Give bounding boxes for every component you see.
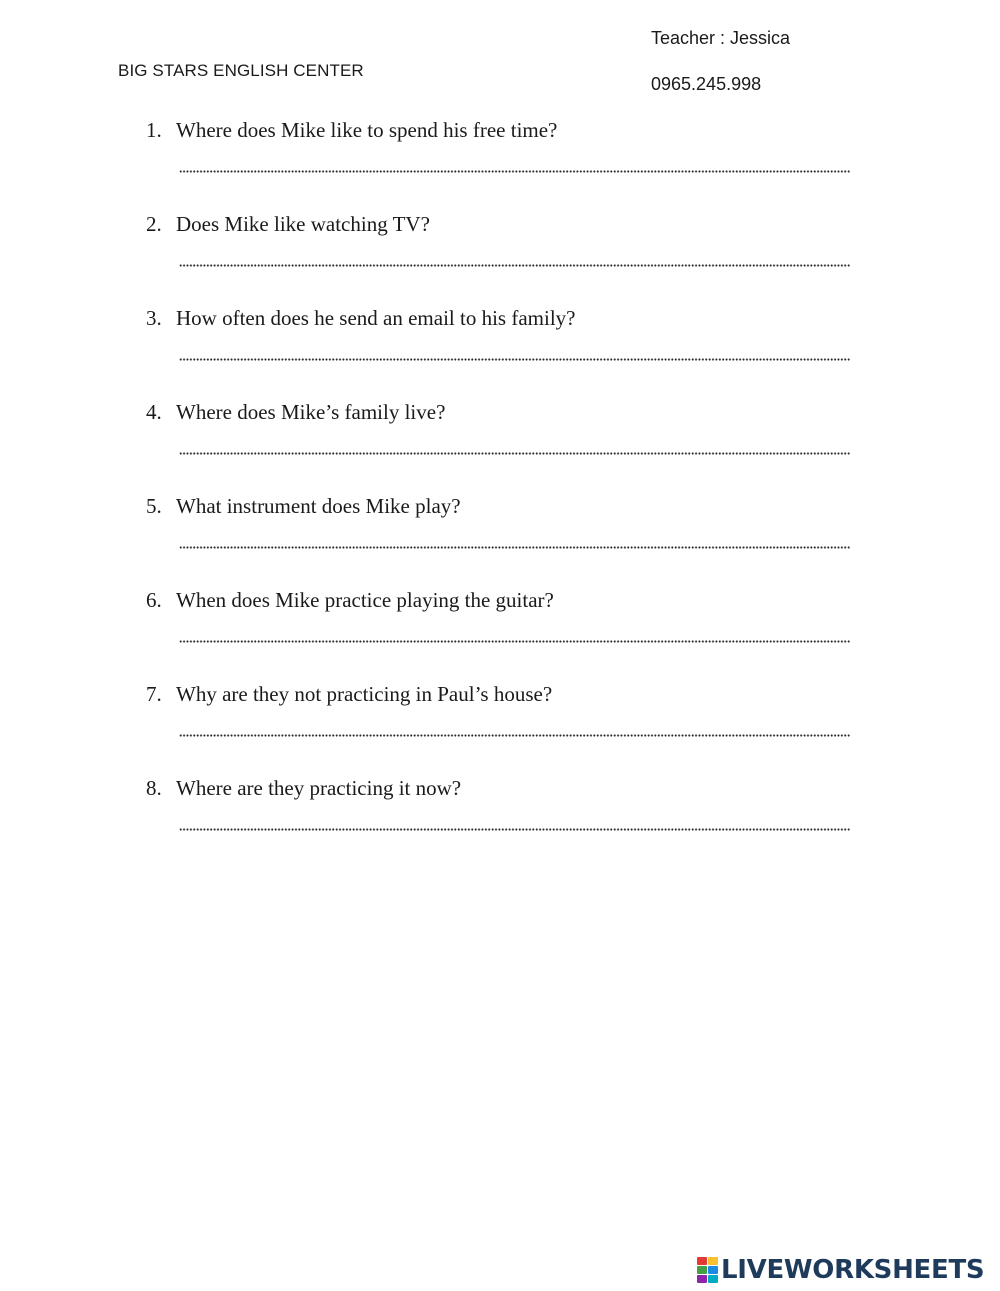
question-number: 1.	[146, 118, 162, 142]
question-text: Where does Mike like to spend his free time?	[176, 118, 558, 142]
question-text: When does Mike practice playing the guitar?	[176, 588, 554, 612]
answer-line[interactable]	[179, 734, 850, 737]
question-text: Why are they not practicing in Paul’s house?	[176, 682, 553, 706]
question-item	[146, 776, 866, 866]
question-number: 5.	[146, 494, 162, 518]
answer-line[interactable]	[179, 170, 850, 173]
answer-line[interactable]	[179, 452, 850, 455]
answer-line[interactable]	[179, 264, 850, 267]
question-number: 2.	[146, 212, 162, 236]
liveworksheets-logo-icon	[697, 1257, 718, 1283]
question-text: How often does he send an email to his family?	[176, 306, 576, 330]
question-number: 3.	[146, 306, 162, 330]
question-item	[146, 212, 866, 302]
answer-line[interactable]	[179, 358, 850, 361]
question-text: Where are they practicing it now?	[176, 776, 462, 800]
question-item	[146, 400, 866, 490]
logo-block	[697, 1257, 707, 1265]
answer-line[interactable]	[179, 640, 850, 643]
phone-number: 0965.245.998	[651, 74, 762, 94]
question-number: 8.	[146, 776, 162, 800]
logo-block	[697, 1275, 707, 1283]
question-text: Does Mike like watching TV?	[176, 212, 430, 236]
question-item	[146, 682, 866, 772]
center-name: BIG STARS ENGLISH CENTER	[118, 61, 364, 80]
answer-line[interactable]	[179, 828, 850, 831]
question-item	[146, 494, 866, 584]
question-item	[146, 588, 866, 678]
logo-block	[708, 1266, 718, 1274]
liveworksheets-logo[interactable]	[697, 1256, 984, 1284]
question-number: 7.	[146, 682, 162, 706]
question-item	[146, 306, 866, 396]
logo-text: LIVEWORKSHEETS	[721, 1255, 985, 1285]
question-number: 6.	[146, 588, 162, 612]
question-number: 4.	[146, 400, 162, 424]
question-item	[146, 118, 866, 208]
question-text: What instrument does Mike play?	[176, 494, 461, 518]
logo-block	[708, 1257, 718, 1265]
question-text: Where does Mike’s family live?	[176, 400, 446, 424]
answer-line[interactable]	[179, 546, 850, 549]
logo-block	[708, 1275, 718, 1283]
logo-block	[697, 1266, 707, 1274]
teacher-name: Teacher : Jessica	[651, 28, 791, 48]
